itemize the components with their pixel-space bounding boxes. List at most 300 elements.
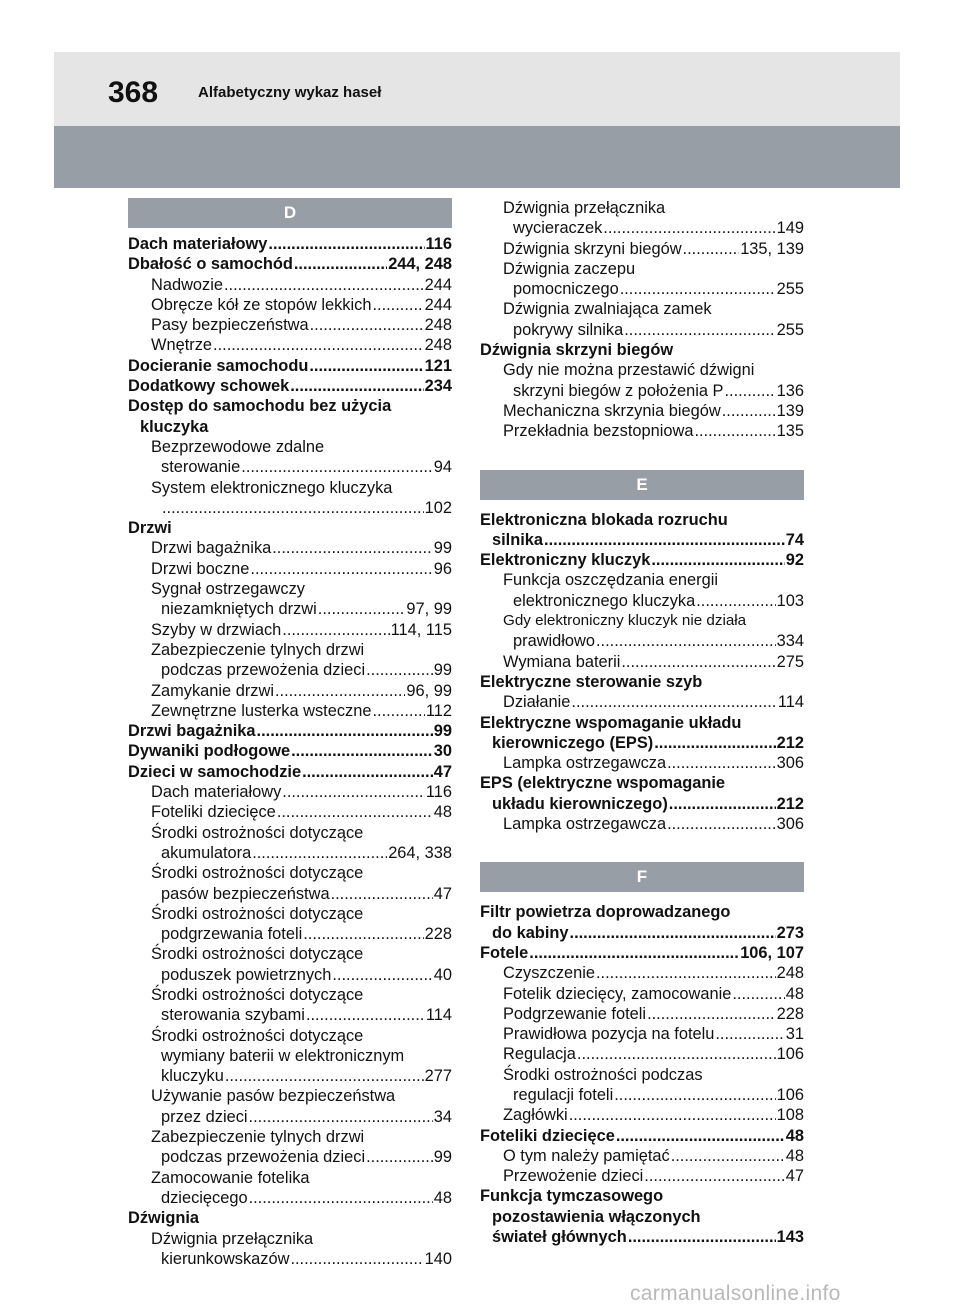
index-entry-text: sterowanie [161, 458, 241, 477]
index-entry-page: 234 [424, 377, 452, 396]
index-list-d-part1 [128, 234, 452, 1269]
index-entry [480, 902, 804, 922]
index-entry [480, 923, 804, 943]
index-entry-page: 277 [424, 1067, 452, 1086]
index-entry [480, 1105, 804, 1125]
index-entry [480, 611, 804, 631]
index-entry-page: 306 [776, 815, 804, 834]
index-entry [128, 437, 452, 457]
index-entry-text: podgrzewania foteli [161, 925, 303, 944]
index-entry-page: 48 [433, 803, 452, 822]
index-entry-page: 244 [424, 295, 452, 314]
leader-dots [268, 234, 424, 254]
index-entry-text: regulacji foteli [513, 1085, 614, 1104]
leader-dots [309, 356, 423, 376]
index-entry-text: wymiany baterii w elektronicznym [161, 1046, 405, 1065]
index-entry-text: Środki ostrożności dotyczące [151, 985, 364, 1004]
index-entry-text: układu kierowniczego) [492, 794, 668, 813]
index-entry-page: 248 [424, 316, 452, 335]
index-entry-page: 106 [776, 1045, 804, 1064]
page-title: Alfabetyczny wykaz haseł [198, 84, 382, 101]
index-entry [128, 559, 452, 579]
section-header-d: D [128, 198, 452, 228]
index-entry [480, 794, 804, 814]
index-entry-text: dziecięcego [161, 1188, 248, 1207]
index-entry-text: świateł głównych [492, 1228, 627, 1247]
index-entry-page: 99 [433, 722, 452, 741]
index-entry [128, 254, 452, 274]
index-list-e [480, 510, 804, 835]
index-entry-page: 114 [777, 693, 804, 712]
index-entry [128, 802, 452, 822]
index-entry [128, 518, 452, 538]
index-entry-text: Drzwi bagażnika [151, 539, 272, 558]
leader-dots [732, 984, 784, 1004]
index-entry [128, 579, 452, 599]
index-entry-text: Foteliki dziecięce [480, 1126, 615, 1145]
index-entry-text: Pasy bezpieczeństwa [151, 316, 309, 335]
watermark: carmanualsonline.info [630, 1282, 841, 1305]
index-entry-page: 97, 99 [406, 600, 452, 619]
index-entry [480, 1146, 804, 1166]
index-entry [480, 984, 804, 1004]
index-list-f [480, 902, 804, 1247]
index-entry-text: Mechaniczna skrzynia biegów [503, 401, 721, 420]
leader-dots [569, 1105, 776, 1125]
leader-dots [372, 295, 423, 315]
index-entry-page: 244, 248 [388, 255, 452, 274]
index-entry [128, 640, 452, 660]
index-column-left [128, 198, 452, 1269]
leader-dots [303, 924, 423, 944]
index-entry [480, 814, 804, 834]
index-entry [480, 963, 804, 983]
index-entry-text: Dzieci w samochodzie [128, 762, 302, 781]
leader-dots [249, 1107, 433, 1127]
index-entry [128, 681, 452, 701]
index-entry-page: 34 [433, 1107, 452, 1126]
index-entry-text: Wymiana baterii [503, 652, 621, 671]
index-entry-page: 136 [776, 381, 804, 400]
index-entry-page: 106, 107 [740, 943, 804, 962]
index-entry-text: Funkcja tymczasowego [480, 1187, 664, 1206]
index-entry [480, 692, 804, 712]
leader-dots [302, 762, 433, 782]
index-entry-page: 112 [425, 701, 452, 720]
index-entry [480, 1085, 804, 1105]
index-entry [480, 239, 804, 259]
leader-dots [577, 1044, 776, 1064]
index-entry-text: Dbałość o samochód [128, 255, 293, 274]
index-entry-text: Prawidłowa pozycja na fotelu [503, 1025, 715, 1044]
index-entry-page: 48 [433, 1188, 452, 1207]
leader-dots [644, 1166, 784, 1186]
index-entry-text: Dach materiałowy [128, 235, 268, 253]
leader-dots [654, 733, 775, 753]
index-entry [480, 198, 804, 218]
leader-dots [715, 1024, 784, 1044]
index-entry-page: 48 [785, 984, 804, 1003]
index-entry [128, 884, 452, 904]
index-entry [128, 538, 452, 558]
index-entry-text: Elektroniczny kluczyk [480, 551, 651, 570]
index-entry-page: 106 [776, 1085, 804, 1104]
index-entry-text: Fotele [480, 943, 529, 962]
index-entry [128, 1107, 452, 1127]
index-entry-text: Działanie [503, 693, 571, 712]
index-entry [480, 1065, 804, 1085]
index-entry [128, 985, 452, 1005]
index-entry-text: EPS (elektryczne wspomaganie [480, 774, 726, 793]
index-entry-text: Funkcja oszczędzania energii [503, 571, 719, 590]
index-entry-text: pozostawienia włączonych [492, 1207, 701, 1226]
leader-dots [249, 1188, 433, 1208]
index-entry-page: 139 [776, 401, 804, 420]
index-entry [128, 782, 452, 802]
leader-dots [252, 843, 387, 863]
index-entry [480, 279, 804, 299]
index-entry-page: 31 [785, 1025, 804, 1044]
index-entry [128, 1026, 452, 1046]
index-entry-page: 94 [433, 458, 452, 477]
index-entry-text: pasów bezpieczeństwa [161, 884, 330, 903]
index-entry-text: Środki ostrożności dotyczące [151, 904, 364, 923]
leader-dots [544, 530, 785, 550]
index-entry-text: podczas przewożenia dzieci [161, 1148, 366, 1167]
leader-dots [318, 599, 406, 619]
index-entry [480, 1166, 804, 1186]
index-entry-text: skrzyni biegów z położenia P [513, 381, 724, 400]
index-entry [480, 591, 804, 611]
index-entry-text: Bezprzewodowe zdalne [151, 437, 325, 456]
index-entry-text: Drzwi [128, 519, 172, 538]
index-entry [128, 944, 452, 964]
index-entry [128, 1229, 452, 1249]
index-entry [128, 863, 452, 883]
index-entry-text: pomocniczego [513, 280, 619, 299]
index-entry-text: Środki ostrożności dotyczące [151, 1026, 364, 1045]
index-entry-page: 135 [776, 422, 804, 441]
index-entry-text: do kabiny [492, 923, 569, 942]
index-entry [480, 1186, 804, 1206]
index-entry [480, 1044, 804, 1064]
index-entry [128, 1147, 452, 1167]
index-entry-text: Drzwi bagażnika [128, 722, 256, 741]
leader-dots [290, 1249, 423, 1269]
index-entry-page: 108 [776, 1106, 804, 1125]
index-entry-text: Zabezpieczenie tylnych drzwi [151, 640, 365, 659]
index-entry-text: Elektroniczna blokada rozruchu [480, 510, 728, 529]
index-entry-page: 99 [433, 539, 452, 558]
index-entry-text: Foteliki dziecięce [151, 803, 276, 822]
index-entry-text: elektronicznego kluczyka [513, 591, 696, 610]
leader-dots [596, 963, 776, 983]
index-entry-text: Dźwignia [128, 1209, 200, 1228]
index-entry [128, 599, 452, 619]
index-entry [480, 1126, 804, 1146]
index-entry-page: 40 [433, 965, 452, 984]
index-entry-page: 48 [785, 1146, 804, 1165]
index-entry [480, 672, 804, 692]
index-entry-page: 135, 139 [740, 239, 804, 258]
index-entry [128, 457, 452, 477]
index-entry-page: 96 [433, 559, 452, 578]
leader-dots [647, 1004, 776, 1024]
index-entry [480, 340, 804, 360]
index-entry [128, 741, 452, 761]
leader-dots [272, 538, 433, 558]
index-entry-text: kierowniczego (EPS) [492, 733, 654, 752]
index-entry-page: 149 [776, 219, 804, 238]
index-entry-page: 228 [424, 925, 452, 944]
index-entry-text: Sygnał ostrzegawczy [151, 580, 305, 599]
leader-dots [277, 802, 433, 822]
index-entry [480, 550, 804, 570]
leader-dots [722, 401, 776, 421]
leader-dots [310, 315, 424, 335]
index-entry-text: Regulacja [503, 1045, 576, 1064]
index-entry [128, 823, 452, 843]
index-entry [128, 234, 452, 254]
index-entry [128, 660, 452, 680]
index-entry-text: Filtr powietrza doprowadzanego [480, 903, 731, 922]
index-entry [480, 299, 804, 319]
leader-dots [570, 923, 776, 943]
index-entry-page: 116 [425, 235, 452, 253]
index-entry-page: 47 [433, 884, 452, 903]
leader-dots [331, 884, 433, 904]
index-entry [128, 904, 452, 924]
index-entry-page: 74 [785, 530, 804, 549]
index-entry-text: Dywaniki podłogowe [128, 742, 291, 761]
index-entry [480, 360, 804, 380]
index-entry-page: 121 [424, 356, 452, 375]
index-entry-text: pokrywy silnika [513, 320, 624, 339]
index-entry-text: Drzwi boczne [151, 559, 250, 578]
leader-dots [683, 239, 740, 259]
leader-dots [291, 741, 433, 761]
index-entry-page: 212 [776, 794, 804, 813]
index-entry [480, 733, 804, 753]
index-entry-text: Dźwignia zwalniająca zamek [503, 300, 712, 319]
index-entry-page: 244 [424, 275, 452, 294]
index-entry [128, 335, 452, 355]
index-entry-text: przez dzieci [161, 1107, 248, 1126]
index-entry-text: Środki ostrożności dotyczące [151, 945, 364, 964]
index-entry-page: 140 [424, 1249, 452, 1268]
index-entry-page: 114, 115 [390, 620, 452, 639]
index-entry [128, 417, 452, 437]
index-entry-text: Dźwignia skrzyni biegów [480, 341, 674, 360]
page-number: 368 [108, 76, 159, 109]
index-entry-page: 47 [785, 1167, 804, 1186]
index-entry-text: Dostęp do samochodu bez użycia [128, 397, 392, 416]
index-entry [128, 1127, 452, 1147]
section-header-f: F [480, 862, 804, 892]
index-entry [128, 1208, 452, 1228]
index-entry [128, 1066, 452, 1086]
index-entry [480, 570, 804, 590]
index-entry [128, 1005, 452, 1025]
leader-dots [621, 652, 775, 672]
index-column-right [480, 198, 804, 1247]
index-entry-page: 116 [425, 783, 452, 802]
index-entry [480, 1227, 804, 1247]
leader-dots [671, 1146, 785, 1166]
index-entry-text: Wnętrze [151, 336, 213, 355]
index-entry-page: 102 [424, 498, 452, 517]
index-entry-text: sterowania szybami [161, 1006, 305, 1025]
index-entry-page: 255 [776, 320, 804, 339]
index-entry [480, 1004, 804, 1024]
leader-dots [628, 1227, 776, 1247]
index-entry [128, 478, 452, 498]
index-entry-page: 212 [776, 733, 804, 752]
index-entry [480, 1207, 804, 1227]
index-entry-page: 248 [424, 336, 452, 355]
index-entry-text: Środki ostrożności podczas [503, 1065, 703, 1084]
leader-dots [667, 814, 776, 834]
index-entry-text: Nadwozie [151, 275, 223, 294]
leader-dots [275, 681, 405, 701]
index-entry-page: 334 [776, 632, 804, 651]
index-entry-text: Dźwignia przełącznika [151, 1229, 314, 1248]
leader-dots [290, 376, 423, 396]
leader-dots [213, 335, 424, 355]
leader-dots [372, 701, 424, 721]
index-entry-text: kluczyka [140, 417, 209, 436]
index-entry [480, 320, 804, 340]
index-entry [480, 753, 804, 773]
index-entry [128, 356, 452, 376]
leader-dots [282, 620, 389, 640]
leader-dots [624, 320, 775, 340]
index-entry-text: podczas przewożenia dzieci [161, 661, 366, 680]
index-entry-page: 114 [425, 1006, 452, 1025]
index-entry [128, 843, 452, 863]
index-entry-text: Elektryczne sterowanie szyb [480, 672, 703, 691]
index-entry-page: 99 [433, 661, 452, 680]
index-entry [128, 701, 452, 721]
leader-dots [571, 692, 776, 712]
leader-dots [294, 254, 387, 274]
index-entry-text: poduszek powietrznych [161, 965, 332, 984]
index-entry [480, 1024, 804, 1044]
index-entry-text: Gdy nie można przestawić dźwigni [503, 361, 755, 380]
index-entry-text: O tym należy pamiętać [503, 1146, 670, 1165]
index-entry-text: akumulatora [161, 843, 252, 862]
index-entry [128, 762, 452, 782]
index-entry [128, 396, 452, 416]
index-entry-page: 228 [776, 1004, 804, 1023]
index-entry-text: Dodatkowy schowek [128, 377, 290, 396]
index-entry-text: Lampka ostrzegawcza [503, 754, 667, 773]
leader-dots [306, 1005, 425, 1025]
index-entry [128, 620, 452, 640]
index-entry [128, 275, 452, 295]
index-entry-text: Podgrzewanie foteli [503, 1004, 647, 1023]
index-entry-text: Dźwignia przełącznika [503, 199, 666, 217]
page-header-bar [54, 52, 900, 133]
index-entry-text: prawidłowo [513, 632, 595, 651]
index-entry-page: 103 [776, 591, 804, 610]
index-entry-text: Obręcze kół ze stopów lekkich [151, 295, 372, 314]
leader-dots [366, 660, 433, 680]
index-entry-page: 143 [776, 1228, 804, 1247]
index-entry [480, 421, 804, 441]
index-entry-page: 99 [433, 1148, 452, 1167]
index-entry-text: kierunkowskazów [161, 1249, 290, 1268]
index-entry [480, 218, 804, 238]
header-band [54, 126, 900, 188]
index-entry [480, 259, 804, 279]
leader-dots [241, 457, 433, 477]
index-entry-text: wycieraczek [513, 219, 603, 238]
index-entry-text: Zamykanie drzwi [151, 681, 274, 700]
index-entry [480, 631, 804, 651]
index-entry [128, 1249, 452, 1269]
leader-dots [162, 498, 424, 518]
index-entry [128, 1086, 452, 1106]
index-entry-text: Zewnętrzne lusterka wsteczne [151, 701, 372, 720]
index-entry [128, 498, 452, 518]
index-entry-text: Szyby w drzwiach [151, 620, 282, 639]
index-entry-text: Przewożenie dzieci [503, 1167, 644, 1186]
index-entry-text: Zamocowanie fotelika [151, 1168, 310, 1187]
leader-dots [669, 794, 776, 814]
index-entry-text: Zagłówki [503, 1106, 568, 1125]
index-entry-text: kluczyku [161, 1067, 224, 1086]
section-header-e: E [480, 470, 804, 500]
index-entry [480, 773, 804, 793]
index-entry-text: Elektryczne wspomaganie układu [480, 713, 742, 732]
index-entry [128, 965, 452, 985]
index-entry-page: 30 [433, 742, 452, 761]
index-entry [480, 943, 804, 963]
leader-dots [651, 550, 784, 570]
index-entry-text: Gdy elektroniczny kluczyk nie działa [503, 612, 747, 630]
index-entry [480, 652, 804, 672]
index-entry-text: Dźwignia skrzyni biegów [503, 239, 682, 258]
leader-dots [332, 965, 432, 985]
index-entry-page: 306 [776, 754, 804, 773]
index-entry [128, 1046, 452, 1066]
index-entry [128, 1188, 452, 1208]
index-entry-text: Środki ostrożności dotyczące [151, 864, 364, 883]
index-entry [480, 530, 804, 550]
index-entry [128, 924, 452, 944]
index-entry-page: 275 [776, 652, 804, 671]
index-entry-page: 255 [776, 280, 804, 299]
leader-dots [724, 381, 775, 401]
index-entry [128, 376, 452, 396]
leader-dots [620, 279, 776, 299]
index-entry-text: Docieranie samochodu [128, 356, 309, 375]
index-entry-page: 48 [785, 1126, 804, 1145]
index-entry-text: Fotelik dziecięcy, zamocowanie [503, 984, 732, 1003]
leader-dots [257, 721, 433, 741]
leader-dots [250, 559, 432, 579]
index-entry-text: niezamkniętych drzwi [161, 600, 317, 619]
leader-dots [614, 1085, 775, 1105]
index-entry-text: Zabezpieczenie tylnych drzwi [151, 1128, 365, 1147]
index-entry-text: System elektronicznego kluczyka [151, 478, 393, 497]
index-entry-page: 248 [776, 964, 804, 983]
index-entry-text: silnika [492, 530, 544, 549]
index-entry-text: Używanie pasów bezpieczeństwa [151, 1087, 396, 1106]
leader-dots [282, 782, 425, 802]
index-entry-text: Przekładnia bezstopniowa [503, 422, 694, 441]
